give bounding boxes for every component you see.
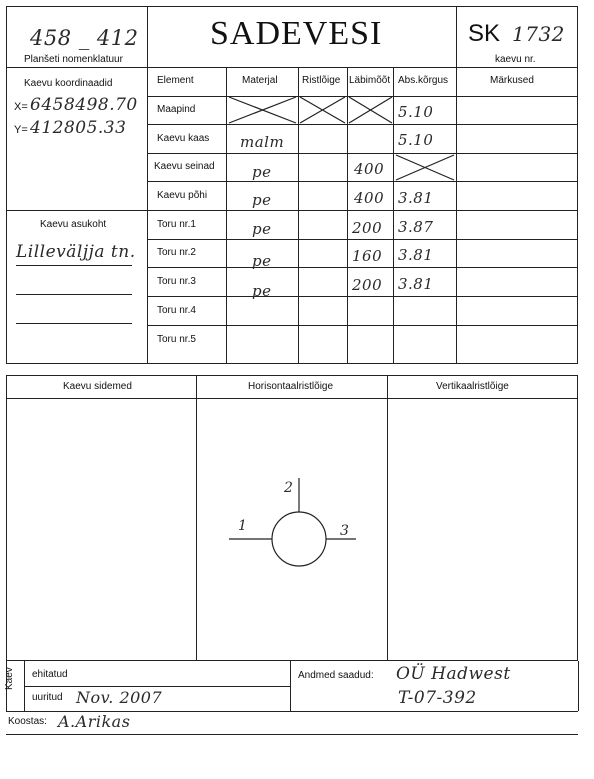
y-prefix: Y= <box>14 124 28 136</box>
row-elevation-7: 3.81 <box>398 275 434 293</box>
well-number-label: kaevu nr. <box>495 54 536 65</box>
location-value: Lilleväljja tn. <box>16 242 136 262</box>
section-title-horizontal: Horisontaalristlõige <box>248 381 334 392</box>
well-code: SK <box>468 20 501 47</box>
col-header-diameter: Läbimõõt <box>349 75 391 86</box>
row-elevation-6: 3.81 <box>398 246 434 264</box>
x-coordinate: 6458498.70 <box>30 95 138 115</box>
uuritud-label: uuritud <box>32 692 63 703</box>
footer-right-edge <box>578 661 579 711</box>
nomenclature-value: 458 _ 412 <box>30 26 139 50</box>
row-diameter-4: 400 <box>354 189 385 207</box>
row-material-5: pe <box>252 220 272 238</box>
koostas-line <box>6 734 578 735</box>
page-title: SADEVESI <box>210 15 383 52</box>
row-element-5: Toru nr.1 <box>157 219 196 230</box>
nomenclature-label: Planšeti nomenklatuur <box>24 54 123 65</box>
row-material-6: pe <box>252 252 272 270</box>
row-material-3: pe <box>252 163 272 181</box>
row-diameter-7: 200 <box>352 276 383 294</box>
row-diameter-3: 400 <box>354 160 385 178</box>
row-element-7: Toru nr.3 <box>157 276 196 287</box>
well-circle <box>272 512 326 566</box>
footer-mid-divider <box>290 661 291 711</box>
row-element-9: Toru nr.5 <box>157 334 196 345</box>
section-title-connections: Kaevu sidemed <box>63 381 132 392</box>
row-element-3: Kaevu seinad <box>154 161 215 172</box>
col-header-section: Ristlõige <box>302 75 341 86</box>
row-material-2: malm <box>240 133 285 151</box>
row-element-8: Toru nr.4 <box>157 305 196 316</box>
row-element-4: Kaevu põhi <box>157 190 208 201</box>
y-coordinate: 412805.33 <box>30 118 127 138</box>
row-element-1: Maapind <box>157 104 196 115</box>
col-header-elevation: Abs.kõrgus <box>398 75 449 86</box>
location-label: Kaevu asukoht <box>40 219 107 230</box>
row-material-7: pe <box>252 282 272 300</box>
row-elevation-2: 5.10 <box>398 131 434 149</box>
row-diameter-6: 160 <box>352 247 383 265</box>
pipe-label-2: 2 <box>284 480 294 496</box>
pipe-label-3: 3 <box>340 523 350 539</box>
ehitatud-label: ehitatud <box>32 669 68 680</box>
row-element-6: Toru nr.2 <box>157 247 196 258</box>
koostas-value: A.Arikas <box>58 712 131 731</box>
andmed-value-1: OÜ Hadwest <box>396 664 511 684</box>
section-title-vertical: Vertikaalristlõige <box>436 381 509 392</box>
row-elevation-4: 3.81 <box>398 189 434 207</box>
andmed-value-2: T-07-392 <box>398 688 477 708</box>
col-header-material: Materjal <box>242 75 278 86</box>
row-elevation-5: 3.87 <box>398 218 434 236</box>
kaev-label: Kaev <box>4 667 15 690</box>
row-material-4: pe <box>252 191 272 209</box>
row-elevation-1: 5.10 <box>398 103 434 121</box>
col-header-remarks: Märkused <box>490 75 534 86</box>
uuritud-value: Nov. 2007 <box>76 688 163 707</box>
footer-row-divider <box>24 686 290 687</box>
pipe-label-1: 1 <box>238 518 248 534</box>
row-element-2: Kaevu kaas <box>157 133 210 144</box>
col-header-element: Element <box>157 75 194 86</box>
koostas-label: Koostas: <box>8 716 47 727</box>
well-number: 1732 <box>512 22 565 46</box>
andmed-label: Andmed saadud: <box>298 670 374 681</box>
coordinates-label: Kaevu koordinaadid <box>24 78 113 89</box>
x-prefix: X= <box>14 101 28 113</box>
row-diameter-5: 200 <box>352 219 383 237</box>
